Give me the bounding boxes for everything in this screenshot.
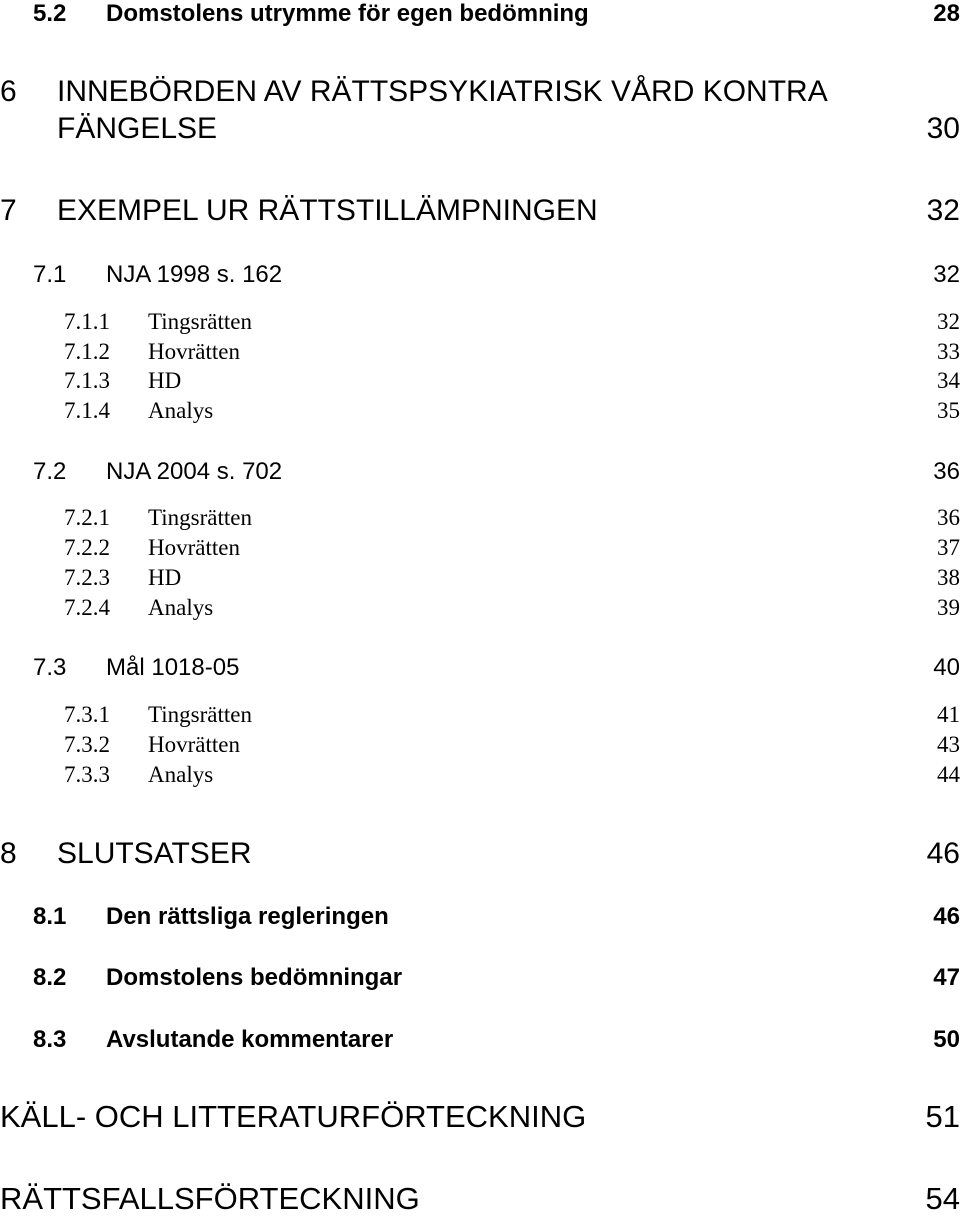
toc-page-number: 43 (937, 732, 960, 757)
toc-entry-7-2-2[interactable] (0, 534, 960, 562)
toc-title: SLUTSATSER (57, 837, 252, 870)
toc-number: 7.3.1 (64, 702, 110, 727)
toc-entry-6-continued[interactable] (0, 112, 960, 146)
toc-page-number: 35 (937, 398, 960, 423)
toc-entry-7-3-2[interactable] (0, 731, 960, 759)
toc-number: 7.3 (33, 654, 67, 681)
toc-title: Analys (148, 398, 214, 423)
toc-title: Hovrätten (148, 535, 240, 560)
toc-number: 7.2 (33, 458, 67, 485)
toc-page-number: 40 (933, 654, 960, 681)
toc-page-number: 50 (933, 1026, 960, 1053)
toc-entry-8-3[interactable] (0, 1026, 960, 1054)
toc-number: 7.3.2 (64, 732, 110, 757)
toc-number: 6 (0, 75, 17, 108)
toc-page-number: 39 (937, 595, 960, 620)
toc-title: INNEBÖRDEN AV RÄTTSPSYKIATRISK VÅRD KONTRA (57, 75, 828, 108)
toc-page-number: 36 (933, 458, 960, 485)
toc-title: HD (148, 565, 182, 590)
toc-title: Den rättsliga regleringen (106, 903, 389, 930)
toc-title: HD (148, 368, 182, 393)
toc-page-number: 32 (937, 309, 960, 334)
toc-entry-7[interactable] (0, 194, 960, 228)
toc-number: 8 (0, 837, 17, 870)
toc-number: 7 (0, 194, 17, 227)
toc-title: Domstolens utrymme för egen bedömning (106, 0, 589, 27)
toc-page-number: 28 (933, 0, 960, 27)
toc-entry-7-2-4[interactable] (0, 594, 960, 622)
toc-entry-7-1[interactable] (0, 261, 960, 289)
toc-title: Mål 1018-05 (106, 654, 240, 681)
toc-entry-7-1-1[interactable] (0, 308, 960, 336)
toc-page-number: 33 (937, 339, 960, 364)
toc-title: NJA 2004 s. 702 (106, 458, 283, 485)
toc-page-number: 46 (933, 903, 960, 930)
toc-entry-7-2-3[interactable] (0, 564, 960, 592)
toc-entry-7-3-1[interactable] (0, 701, 960, 729)
toc-number: 7.1.1 (64, 309, 110, 334)
toc-entry-7-1-2[interactable] (0, 338, 960, 366)
toc-number: 7.2.2 (64, 535, 110, 560)
toc-title: Tingsrätten (148, 505, 252, 530)
toc-entry-8[interactable] (0, 837, 960, 871)
toc-entry-7-2[interactable] (0, 458, 960, 486)
toc-entry-case-law[interactable] (0, 1182, 960, 1216)
toc-page-number: 51 (925, 1099, 960, 1134)
toc-page-number: 46 (926, 837, 960, 870)
toc-title: NJA 1998 s. 162 (106, 261, 283, 288)
toc-number: 7.1.4 (64, 398, 110, 423)
toc-title: Avslutande kommentarer (106, 1026, 394, 1053)
toc-page-number: 37 (937, 535, 960, 560)
toc-number: 8.3 (33, 1026, 67, 1053)
toc-title: Hovrätten (148, 732, 240, 757)
toc-number: 7.1 (33, 261, 67, 288)
toc-title: Hovrätten (148, 339, 240, 364)
toc-number: 5.2 (33, 0, 67, 27)
toc-title: FÄNGELSE (57, 112, 218, 145)
toc-entry-7-1-4[interactable] (0, 397, 960, 425)
toc-number: 8.2 (33, 964, 67, 991)
toc-entry-7-3-3[interactable] (0, 761, 960, 789)
toc-title: Tingsrätten (148, 309, 252, 334)
toc-number: 7.2.3 (64, 565, 110, 590)
toc-entry-7-2-1[interactable] (0, 504, 960, 532)
toc-page-number: 38 (937, 565, 960, 590)
toc-entry-8-1[interactable] (0, 903, 960, 931)
toc-page-number: 34 (937, 368, 960, 393)
toc-title: Tingsrätten (148, 702, 252, 727)
toc-title: KÄLL- OCH LITTERATURFÖRTECKNING (0, 1099, 587, 1134)
toc-page-number: 47 (933, 964, 960, 991)
toc-title: EXEMPEL UR RÄTTSTILLÄMPNINGEN (57, 194, 598, 227)
toc-page-number: 41 (937, 702, 960, 727)
toc-title: Analys (148, 595, 214, 620)
toc-number: 7.2.1 (64, 505, 110, 530)
toc-page-number: 44 (937, 762, 960, 787)
toc-page-number: 32 (926, 194, 960, 227)
toc-page-number: 54 (925, 1181, 960, 1216)
toc-entry-7-1-3[interactable] (0, 367, 960, 395)
toc-entry-7-3[interactable] (0, 654, 960, 682)
toc-title: Domstolens bedömningar (106, 964, 403, 991)
toc-number: 8.1 (33, 903, 67, 930)
toc-page-number: 36 (937, 505, 960, 530)
toc-page-number: 30 (926, 112, 960, 145)
toc-number: 7.3.3 (64, 762, 110, 787)
toc-page-number: 32 (933, 261, 960, 288)
toc-entry-8-2[interactable] (0, 964, 960, 992)
toc-number: 7.1.3 (64, 368, 110, 393)
toc-number: 7.1.2 (64, 339, 110, 364)
toc-title: RÄTTSFALLSFÖRTECKNING (0, 1181, 420, 1216)
toc-title: Analys (148, 762, 214, 787)
toc-entry-5-2[interactable] (0, 0, 960, 28)
toc-number: 7.2.4 (64, 595, 110, 620)
toc-entry-sources[interactable] (0, 1100, 960, 1134)
toc-entry-6[interactable] (0, 75, 960, 109)
